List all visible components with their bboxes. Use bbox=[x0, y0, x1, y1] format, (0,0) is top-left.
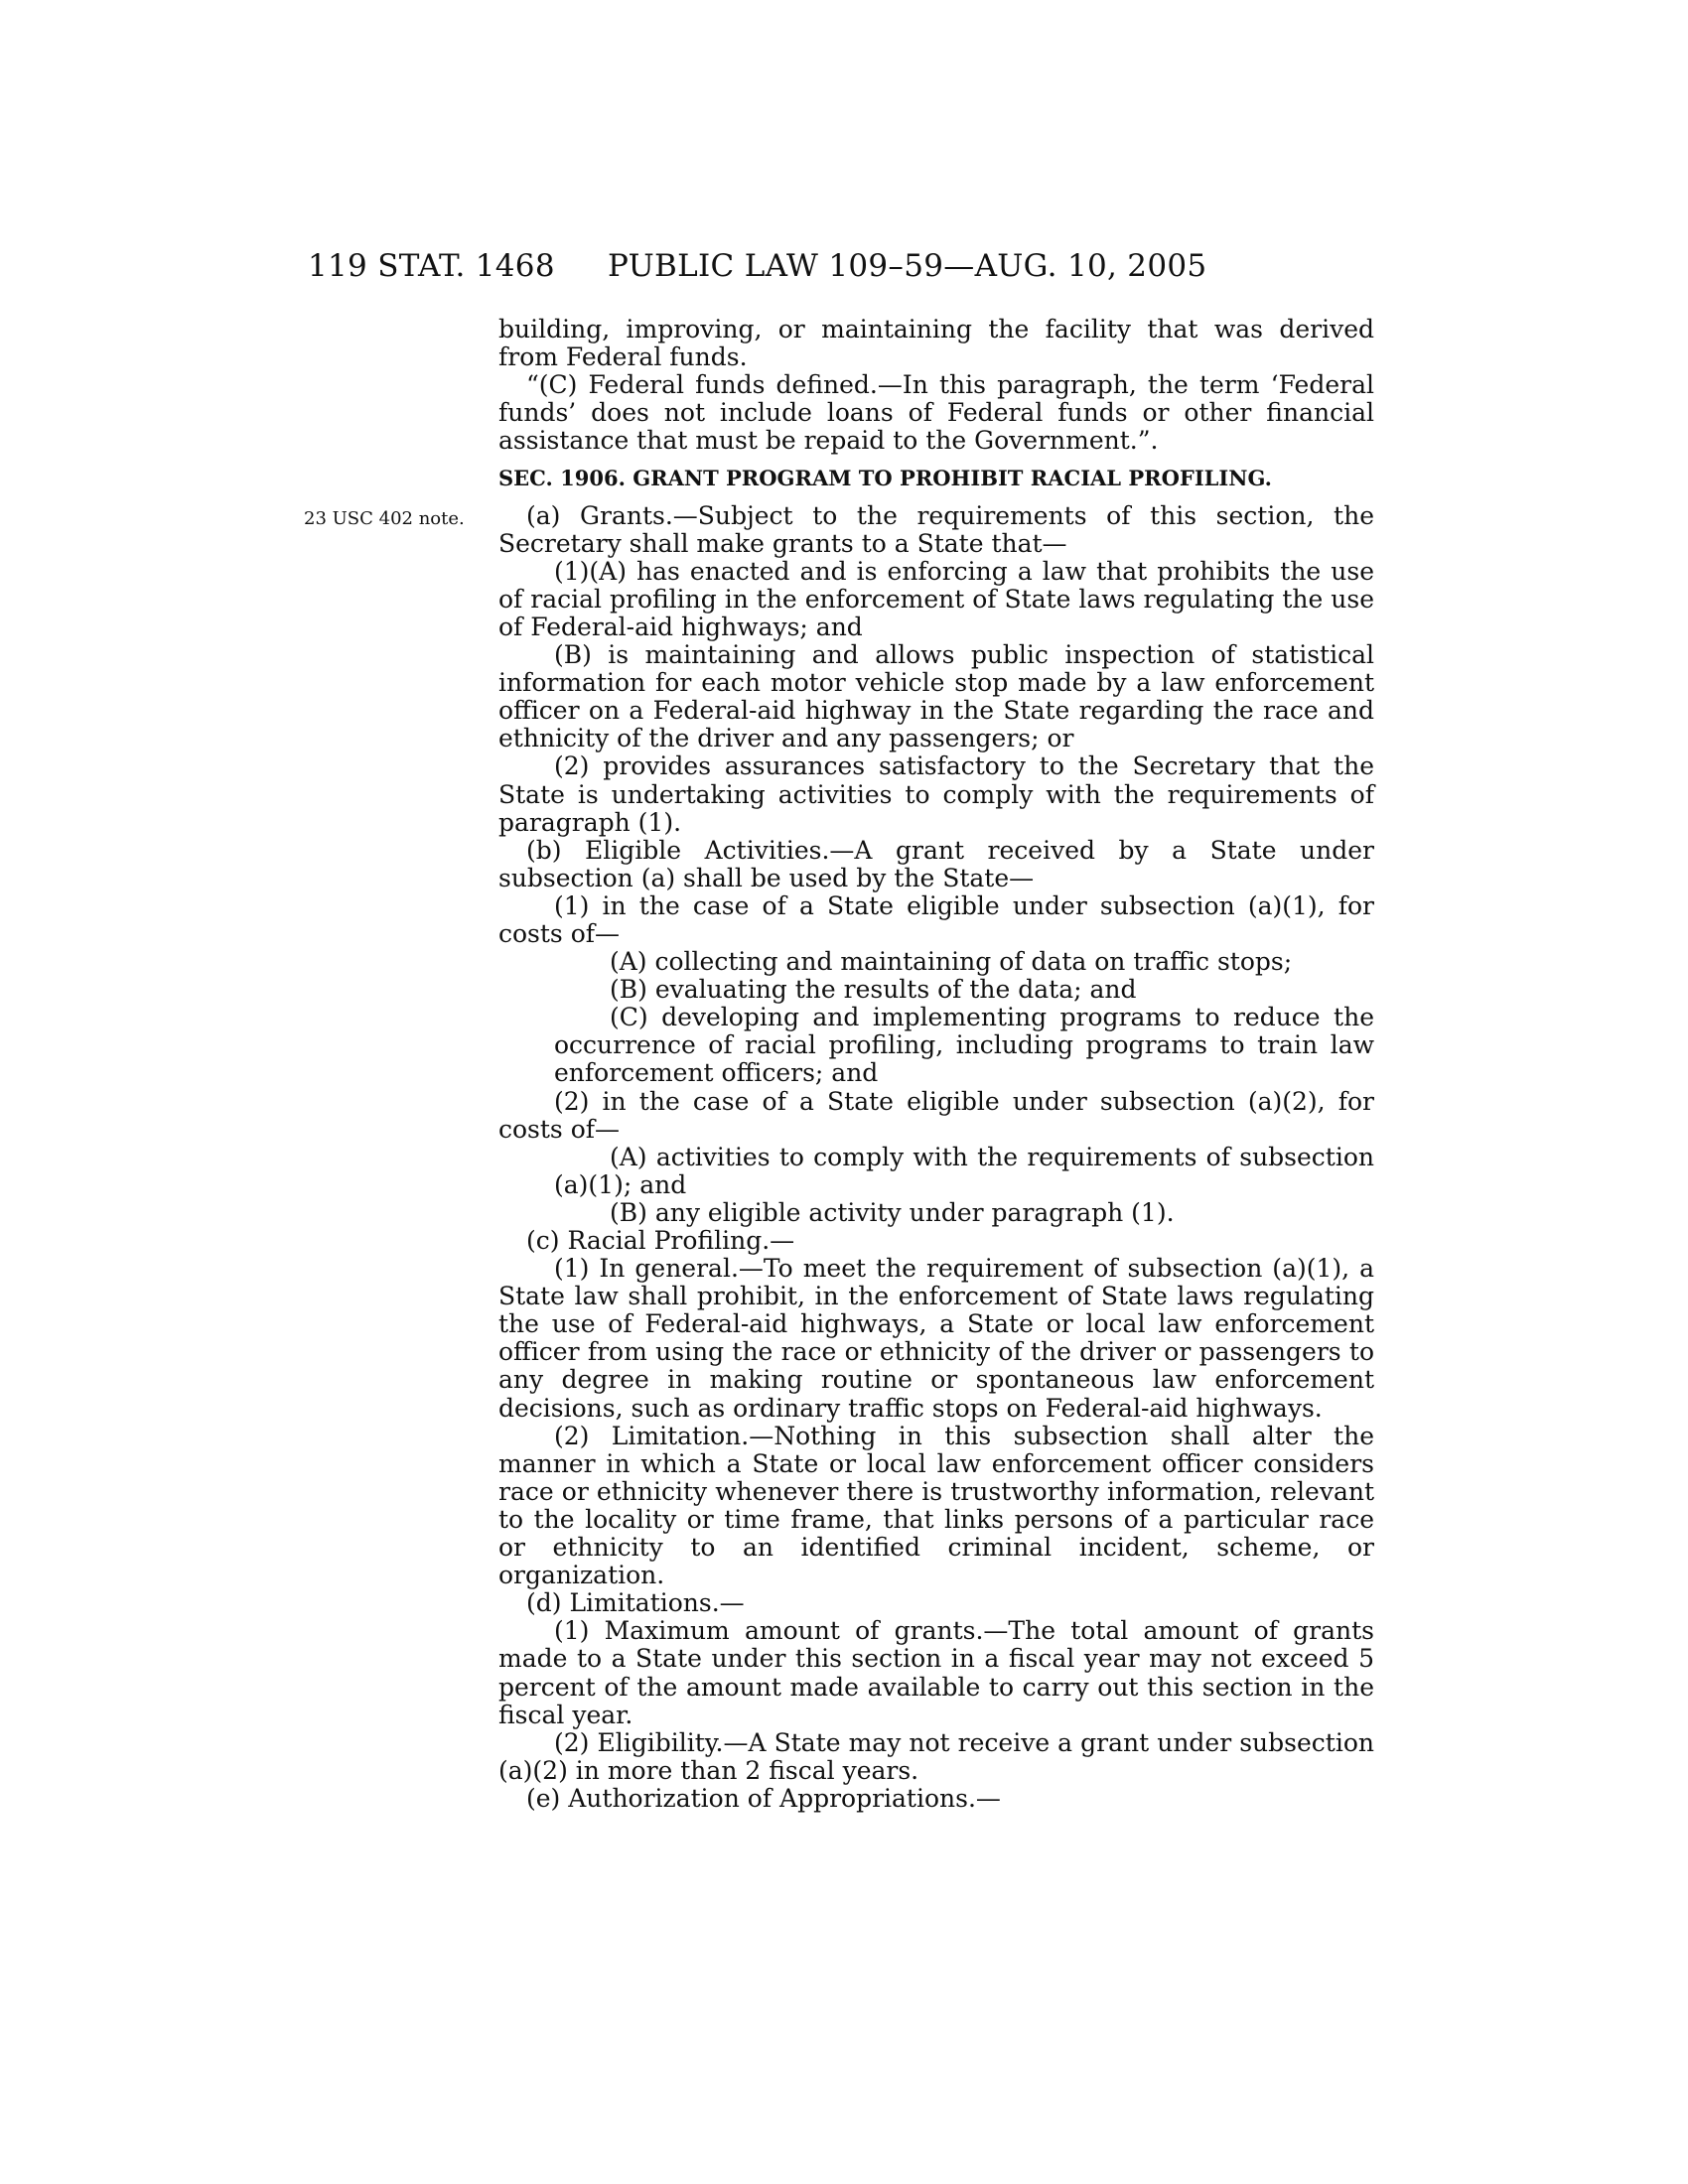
paragraph-b-eligible-activities: (b) Eligible Activities.—A grant received by a State under subsection (a) shall be used by the State— bbox=[498, 835, 1374, 892]
paragraph-a-grants: (a) Grants.—Subject to the requirements of this section, the Secretary shall make grants to a State that— bbox=[498, 500, 1374, 558]
paragraph-a2: (2) provides assurances satisfactory to the Secretary that the State is undertaking activities to comply with the requirements of paragraph (1). bbox=[498, 751, 1374, 837]
paragraph-b1B: (B) evaluating the results of the data; and bbox=[610, 975, 1137, 1005]
paragraph-d2-eligibility: (2) Eligibility.—A State may not receive a grant under subsection (a)(2) in more than 2 fiscal years. bbox=[498, 1727, 1374, 1785]
paragraph-b2B: (B) any eligible activity under paragraph (1). bbox=[610, 1197, 1175, 1227]
paragraph-b2A: (A) activities to comply with the requirements of subsection (a)(1); and bbox=[554, 1142, 1374, 1199]
paragraph-d1-maximum-amount: (1) Maximum amount of grants.—The total amount of grants made to a State under this section in a fiscal year may not exceed 5 percent of the amount made available to carry out this section in the fiscal year. bbox=[498, 1616, 1374, 1729]
paragraph-b1: (1) in the case of a State eligible under subsection (a)(1), for costs of— bbox=[498, 890, 1374, 948]
stat-page-number: 119 STAT. 1468 bbox=[308, 248, 555, 284]
paragraph-b1C: (C) developing and implementing programs to reduce the occurrence of racial profiling, including programs to train law enforcement officers; and bbox=[554, 1003, 1374, 1088]
paragraph-b2: (2) in the case of a State eligible under subsection (a)(2), for costs of— bbox=[498, 1086, 1374, 1144]
running-header: PUBLIC LAW 109–59—AUG. 10, 2005 bbox=[608, 248, 1207, 284]
paragraph-carryover: building, improving, or maintaining the facility that was derived from Federal funds. bbox=[498, 315, 1374, 372]
paragraph-d-limitations: (d) Limitations.— bbox=[526, 1588, 745, 1618]
paragraph-c-racial-profiling: (c) Racial Profiling.— bbox=[526, 1226, 795, 1255]
paragraph-e-authorization: (e) Authorization of Appropriations.— bbox=[526, 1783, 1001, 1813]
paragraph-a1B: (B) is maintaining and allows public inspection of statistical information for each motor vehicle stop made by a law enforcement officer on a Federal-aid highway in the State regarding the race and ethnicity of the driver and any passengers; or bbox=[498, 640, 1374, 753]
paragraph-c-federal-funds-defined: “(C) Federal funds defined.—In this paragraph, the term ‘Federal funds’ does not include loans of Federal funds or other financial assistance that must be repaid to the Government.”. bbox=[498, 370, 1374, 456]
paragraph-a1A: (1)(A) has enacted and is enforcing a law that prohibits the use of racial profiling in the enforcement of State laws regulating the use of Federal-aid highways; and bbox=[498, 556, 1374, 641]
section-heading: SEC. 1906. GRANT PROGRAM TO PROHIBIT RACIAL PROFILING. bbox=[498, 466, 1272, 491]
paragraph-b1A: (A) collecting and maintaining of data on traffic stops; bbox=[610, 947, 1293, 977]
paragraph-c2-limitation: (2) Limitation.—Nothing in this subsection shall alter the manner in which a State or local law enforcement officer considers race or ethnicity whenever there is trustworthy information, relevant to the locality or time frame, that links persons of a particular race or ethnicity to an identified criminal incident, scheme, or organization. bbox=[498, 1421, 1374, 1590]
statute-body bbox=[498, 316, 1374, 1813]
margin-note: 23 USC 402 note. bbox=[304, 508, 465, 529]
paragraph-c1-in-general: (1) In general.—To meet the requirement of subsection (a)(1), a State law shall prohibit, in the enforcement of State laws regulating the use of Federal-aid highways, a State or local law enforcement officer from using the race or ethnicity of the driver or passengers to any degree in making routine or spontaneous law enforcement decisions, such as ordinary traffic stops on Federal-aid highways. bbox=[498, 1254, 1374, 1423]
